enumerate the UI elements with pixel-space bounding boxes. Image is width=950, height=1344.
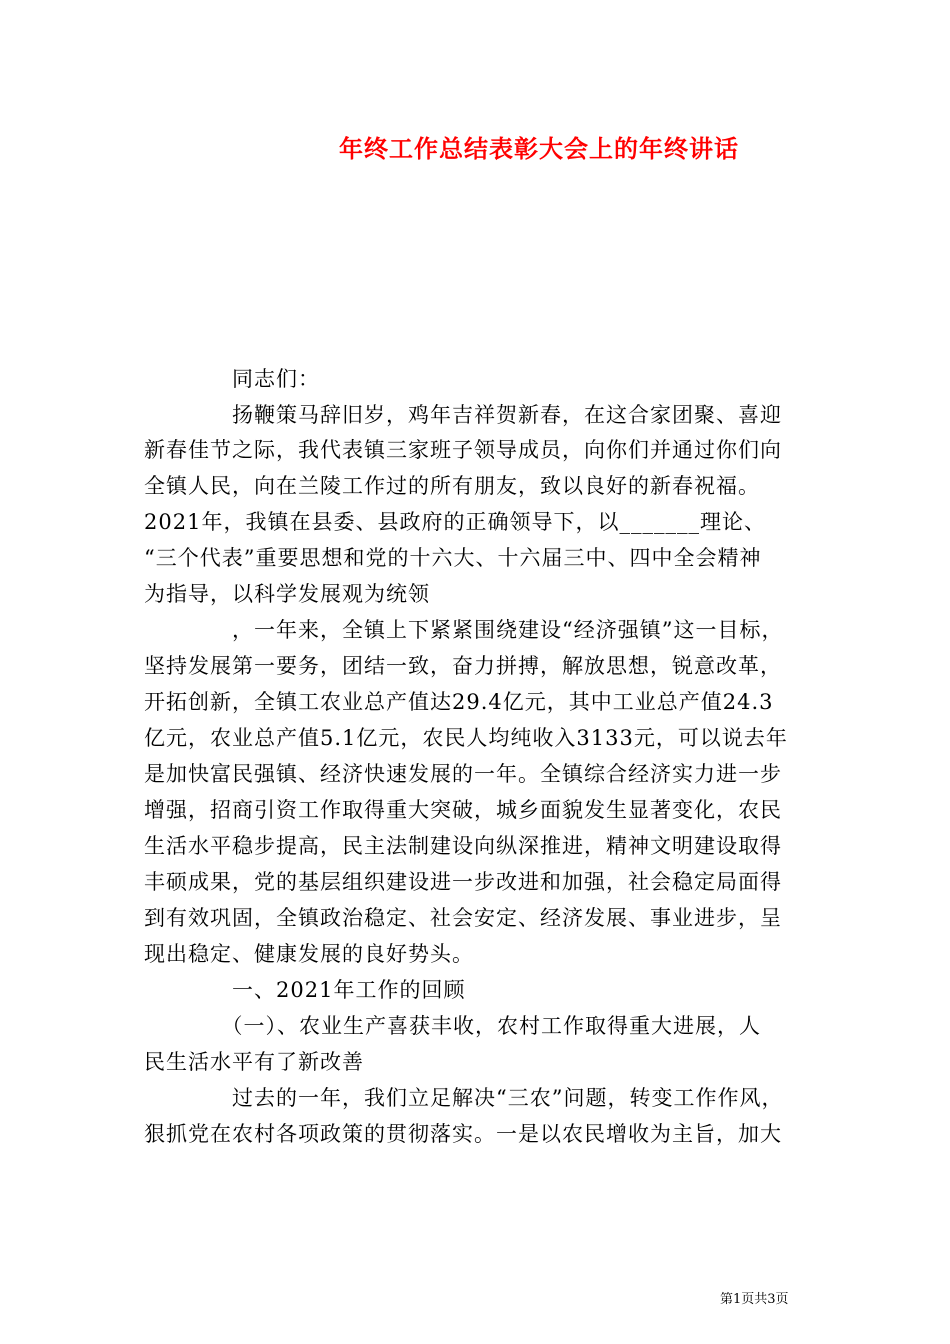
text-line: 坚持发展第一要务，团结一致，奋力拼搏，解放思想，锐意改革， (144, 654, 782, 678)
subsection-heading: 民生活水平有了新改善 (144, 1050, 364, 1074)
section-heading: 一、2021年工作的回顾 (144, 978, 466, 1002)
text-line: 亿元，农业总产值5.1亿元，农民人均纯收入3133元，可以说去年 (144, 726, 788, 750)
text-line: 狠抓党在农村各项政策的贯彻落实。一是以农民增收为主旨，加大 (144, 1122, 782, 1146)
text-line: 同志们： (144, 367, 320, 391)
text-line: 扬鞭策马辞旧岁，鸡年吉祥贺新春，在这合家团聚、喜迎 (144, 403, 782, 427)
text-line: 为指导，以科学发展观为统领 (144, 582, 430, 606)
text-line: 丰硕成果，党的基层组织建设进一步改进和加强，社会稳定局面得 (144, 870, 782, 894)
subsection-heading: （一）、农业生产喜获丰收，农村工作取得重大进展，人 (144, 1014, 761, 1038)
document-title: 年终工作总结表彰大会上的年终讲话 (339, 135, 739, 163)
text-line: 生活水平稳步提高，民主法制建设向纵深推进，精神文明建设取得 (144, 834, 782, 858)
text-line: 是加快富民强镇、经济快速发展的一年。全镇综合经济实力进一步 (144, 762, 782, 786)
text-line: ，一年来，全镇上下紧紧围绕建设“经济强镇”这一目标， (144, 618, 784, 642)
text-line: “三个代表”重要思想和党的十六大、十六届三中、四中全会精神 (144, 546, 762, 570)
text-line: 2021年，我镇在县委、县政府的正确领导下，以_______理论、 (144, 510, 766, 534)
text-line: 新春佳节之际，我代表镇三家班子领导成员，向你们并通过你们向 (144, 438, 782, 462)
text-line: 现出稳定、健康发展的良好势头。 (144, 942, 474, 966)
text-line: 开拓创新，全镇工农业总产值达29.4亿元，其中工业总产值24.3 (144, 690, 774, 714)
text-line: 增强，招商引资工作取得重大突破，城乡面貌发生显著变化，农民 (144, 798, 782, 822)
text-line: 全镇人民，向在兰陵工作过的所有朋友，致以良好的新春祝福。 (144, 474, 760, 498)
text-line: 到有效巩固，全镇政治稳定、社会安定、经济发展、事业进步，呈 (144, 906, 782, 930)
page-number: 第1页共3页 (720, 1292, 789, 1307)
text-line: 过去的一年，我们立足解决“三农”问题，转变工作作风， (144, 1086, 784, 1110)
